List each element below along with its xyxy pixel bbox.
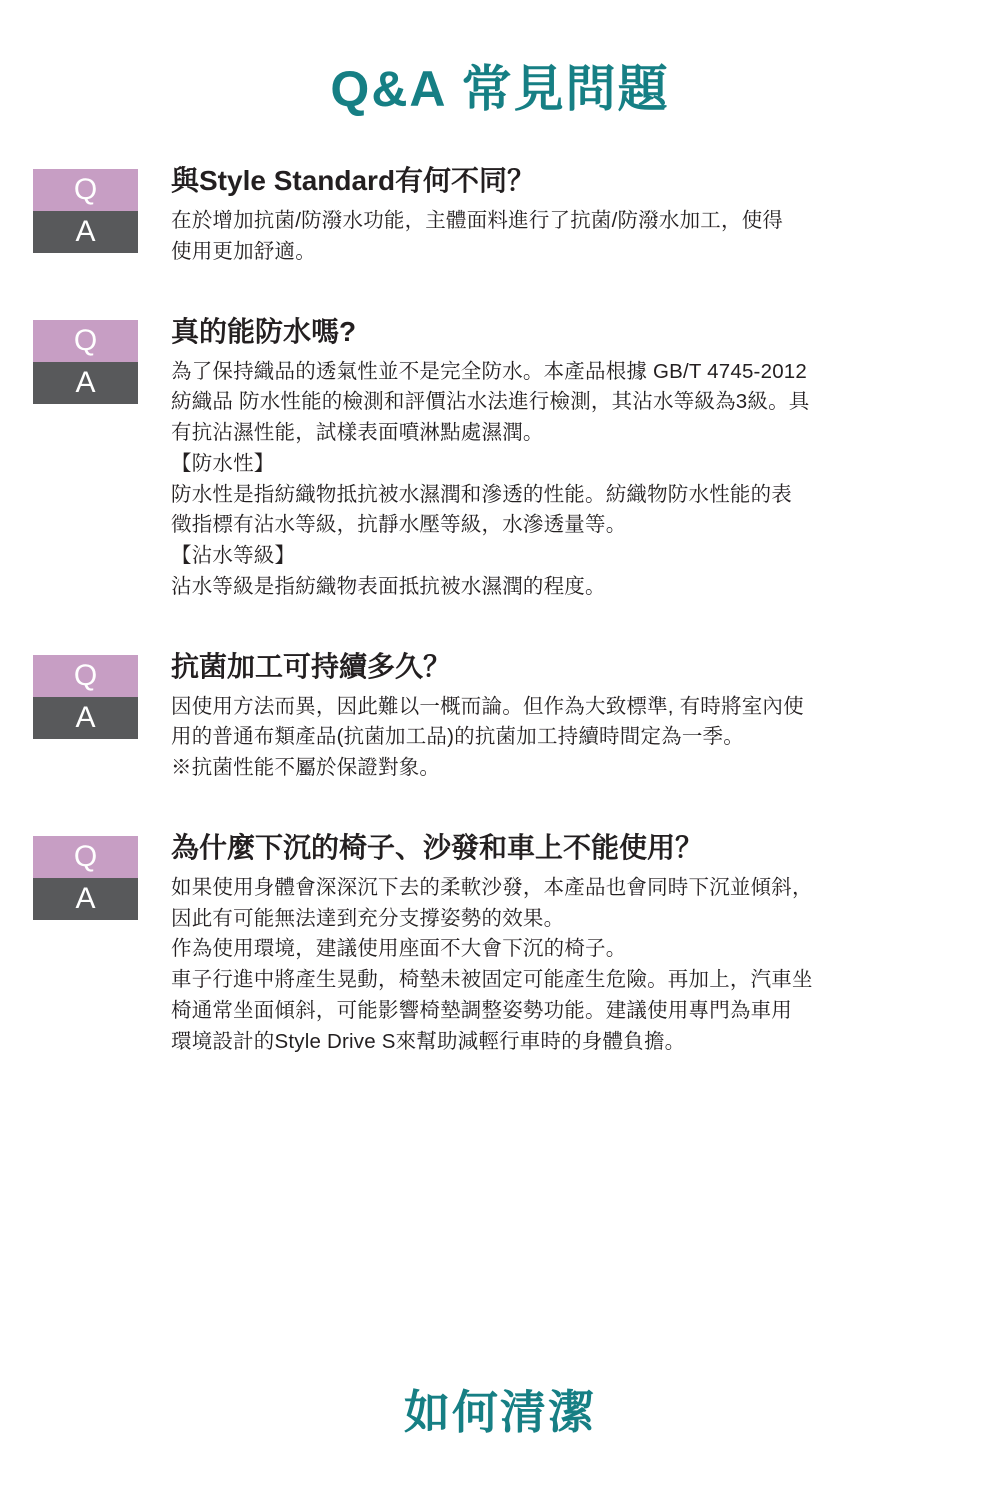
answer-badge: A [33,211,138,253]
answer-line: 沾水等級是指紡織物表面抵抗被水濕潤的程度。 [171,574,606,598]
qa-badges [33,836,171,920]
answer-line: 椅通常坐面傾斜，可能影響椅墊調整姿勢功能。建議使用專門為車用 [171,998,792,1022]
answer-badge: A [33,697,138,739]
answer-line: 為了保持織品的透氣性並不是完全防水。本產品根據 GB/T 4745-2012 [171,359,807,383]
answer-badge: A [33,362,138,404]
answer-line: 使用更加舒適。 [171,239,316,263]
question-badge: Q [33,320,138,362]
answer-line: 環境設計的Style Drive S來幫助減輕行車時的身體負擔。 [171,1029,686,1053]
qa-text [171,314,1000,603]
answer-badge: A [33,878,138,920]
answer-line: 因此有可能無法達到充分支撐姿勢的效果。 [171,906,565,930]
answer-text [171,692,978,784]
qa-badges [33,320,171,404]
question-badge: Q [33,836,138,878]
answer-line: 防水性是指紡織物抵抗被水濕潤和滲透的性能。紡織物防水性能的表 [171,482,792,506]
faq-list [0,163,1000,1057]
qa-badges [33,169,171,253]
question-text: 為什麼下沉的椅子、沙發和車上不能使用？ [171,831,704,863]
qa-badges [33,655,171,739]
answer-line: 用的普通布類產品(抗菌加工品)的抗菌加工持續時間定為一季。 [171,725,744,749]
qa-text [171,830,1000,1058]
answer-line: 因使用方法而異，因此難以一概而論。但作為大致標準, 有時將室內使 [171,694,804,718]
section-title-cleaning: 如何清潔 [404,1386,596,1438]
answer-line: 紡織品 防水性能的檢測和評價沾水法進行檢測，其沾水等級為3級。具 [171,390,810,414]
faq-item [0,163,1000,268]
answer-line: 有抗沾濕性能，試樣表面噴淋點處濕潤。 [171,421,544,444]
answer-text [171,206,978,268]
question-badge: Q [33,169,138,211]
answer-text [171,873,978,1058]
answer-line: 如果使用身體會深深沉下去的柔軟沙發，本產品也會同時下沉並傾斜， [171,875,813,899]
question-text: 與Style Standard有何不同？ [171,165,536,196]
faq-item [0,314,1000,603]
qa-text [171,649,1000,784]
answer-line: 車子行進中將產生晃動，椅墊未被固定可能產生危險。再加上，汽車坐 [171,968,813,991]
answer-text [171,357,978,603]
question-text: 抗菌加工可持續多久？ [171,650,452,682]
answer-line: 徵指標有沾水等級，抗靜水壓等級，水滲透量等。 [171,513,627,537]
question-text: 真的能防水嗎? [171,315,357,347]
answer-line: 作為使用環境，建議使用座面不大會下沉的椅子。 [171,937,627,961]
answer-line: ※抗菌性能不屬於保證對象。 [171,756,441,779]
page-title: Q&A 常見問題 [330,61,670,117]
answer-line: 【防水性】 [171,451,275,475]
question-badge: Q [33,655,138,697]
faq-item [0,649,1000,784]
answer-line: 在於增加抗菌/防潑水功能，主體面料進行了抗菌/防潑水加工，使得 [171,209,784,232]
answer-line: 【沾水等級】 [171,544,296,567]
qa-text [171,163,1000,268]
faq-item [0,830,1000,1058]
